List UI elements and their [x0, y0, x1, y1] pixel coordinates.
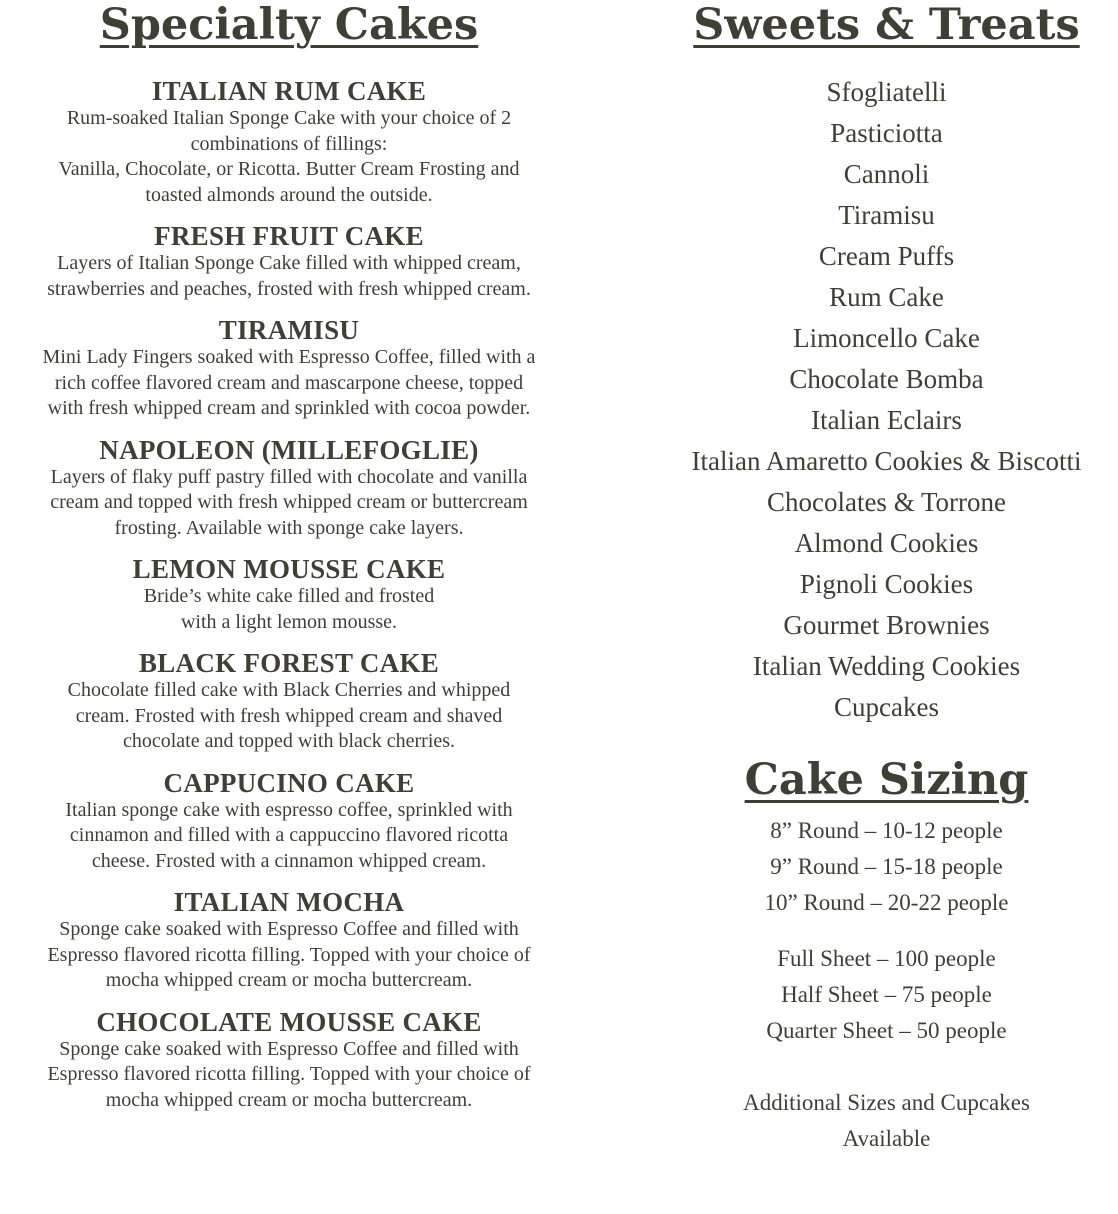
- list-item: Cannoli: [843, 159, 930, 189]
- list-item: Chocolates & Torrone: [766, 487, 1007, 517]
- cake-description: Layers of flaky puff pastry filled with chocolate and vanilla cream and topped with fresh whipped cream or buttercream frosting. Available with sponge cake layers.: [50, 465, 528, 539]
- cake-description: Sponge cake soaked with Espresso Coffee and filled with Espresso flavored ricotta filling. Topped with your choice of mocha whipped cream or mocha buttercream.: [47, 918, 531, 991]
- list-item: Cream Puffs: [818, 241, 955, 271]
- cake-sizing-title: Cake Sizing: [744, 755, 1029, 805]
- list-item: Italian Amaretto Cookies & Biscotti: [691, 446, 1082, 476]
- size-item: Full Sheet – 100 people: [777, 946, 996, 971]
- cake-item: [0, 554, 578, 635]
- cake-item: [0, 648, 578, 755]
- cake-name: CHOCOLATE MOUSSE CAKE: [96, 1006, 482, 1037]
- cake-name: FRESH FRUIT CAKE: [154, 221, 424, 251]
- cake-name: BLACK FOREST CAKE: [138, 648, 440, 678]
- cake-item: [0, 1007, 578, 1114]
- size-item: Quarter Sheet – 50 people: [766, 1018, 1007, 1043]
- cake-name: NAPOLEON (MILLEFOGLIE): [99, 434, 479, 465]
- round-sizes-list: [655, 813, 1118, 921]
- list-item: Cupcakes: [834, 692, 939, 722]
- cake-name: ITALIAN MOCHA: [173, 887, 405, 917]
- cake-description: Sponge cake soaked with Espresso Coffee and filled with Espresso flavored ricotta filling. Topped with your choice of mocha whipped cream or mocha buttercream.: [47, 1037, 531, 1111]
- cake-name: ITALIAN RUM CAKE: [151, 76, 427, 106]
- specialty-cakes-column: [0, 0, 578, 1113]
- size-item: Half Sheet – 75 people: [781, 982, 992, 1007]
- list-item: Rum Cake: [829, 282, 944, 312]
- size-item: 8” Round – 10-12 people: [770, 818, 1003, 843]
- cake-description: Italian sponge cake with espresso coffee, sprinkled with cinnamon and filled with a cappuccino flavored ricotta cheese. Frosted with a cinnamon whipped cream.: [65, 798, 513, 872]
- list-item: Pasticiotta: [830, 118, 943, 148]
- cake-description: Layers of Italian Sponge Cake filled with whipped cream, strawberries and peaches, frosted with fresh whipped cream.: [47, 252, 531, 300]
- cake-item: [0, 887, 578, 994]
- list-item: Gourmet Brownies: [783, 610, 990, 640]
- additional-sizes-note: Additional Sizes and Cupcakes Available: [743, 1090, 1030, 1151]
- sheet-sizes-list: [655, 941, 1118, 1049]
- cake-item: [0, 315, 578, 422]
- list-item: Limoncello Cake: [793, 323, 980, 353]
- list-item: Chocolate Bomba: [789, 364, 984, 394]
- cake-description: Mini Lady Fingers soaked with Espresso Coffee, filled with a rich coffee flavored cream and mascarpone cheese, topped with fresh whipped cream and sprinkled with cocoa powder.: [42, 346, 536, 419]
- cake-description: Chocolate filled cake with Black Cherries and whipped cream. Frosted with fresh whipped cream and shaved chocolate and topped with black cherries.: [67, 679, 511, 752]
- list-item: Tiramisu: [838, 200, 935, 230]
- sweets-treats-title: Sweets & Treats: [693, 0, 1080, 50]
- cake-item: [0, 435, 578, 542]
- list-item: Italian Eclairs: [811, 405, 962, 435]
- cake-description: Bride’s white cake filled and frosted with a light lemon mousse.: [143, 585, 435, 633]
- cake-item: [0, 221, 578, 302]
- cake-name: CAPPUCINO CAKE: [163, 767, 415, 798]
- cake-name: LEMON MOUSSE CAKE: [132, 554, 446, 584]
- list-item: Sfogliatelli: [826, 77, 947, 107]
- list-item: Italian Wedding Cookies: [752, 651, 1021, 681]
- sweets-list: [655, 72, 1118, 728]
- cake-name: TIRAMISU: [218, 315, 360, 345]
- list-item: Almond Cookies: [794, 528, 979, 558]
- size-item: 10” Round – 20-22 people: [764, 890, 1009, 915]
- specialty-cakes-title: Specialty Cakes: [99, 0, 479, 50]
- cake-item: [0, 76, 578, 208]
- cake-item: [0, 768, 578, 875]
- cake-description: Rum-soaked Italian Sponge Cake with your choice of 2 combinations of fillings: Vanilla, Chocolate, or Ricotta. Butter Cream Frosting and toasted almonds around the outside.: [58, 107, 520, 206]
- size-item: 9” Round – 15-18 people: [770, 854, 1003, 879]
- sweets-column: [655, 0, 1118, 1157]
- list-item: Pignoli Cookies: [799, 569, 974, 599]
